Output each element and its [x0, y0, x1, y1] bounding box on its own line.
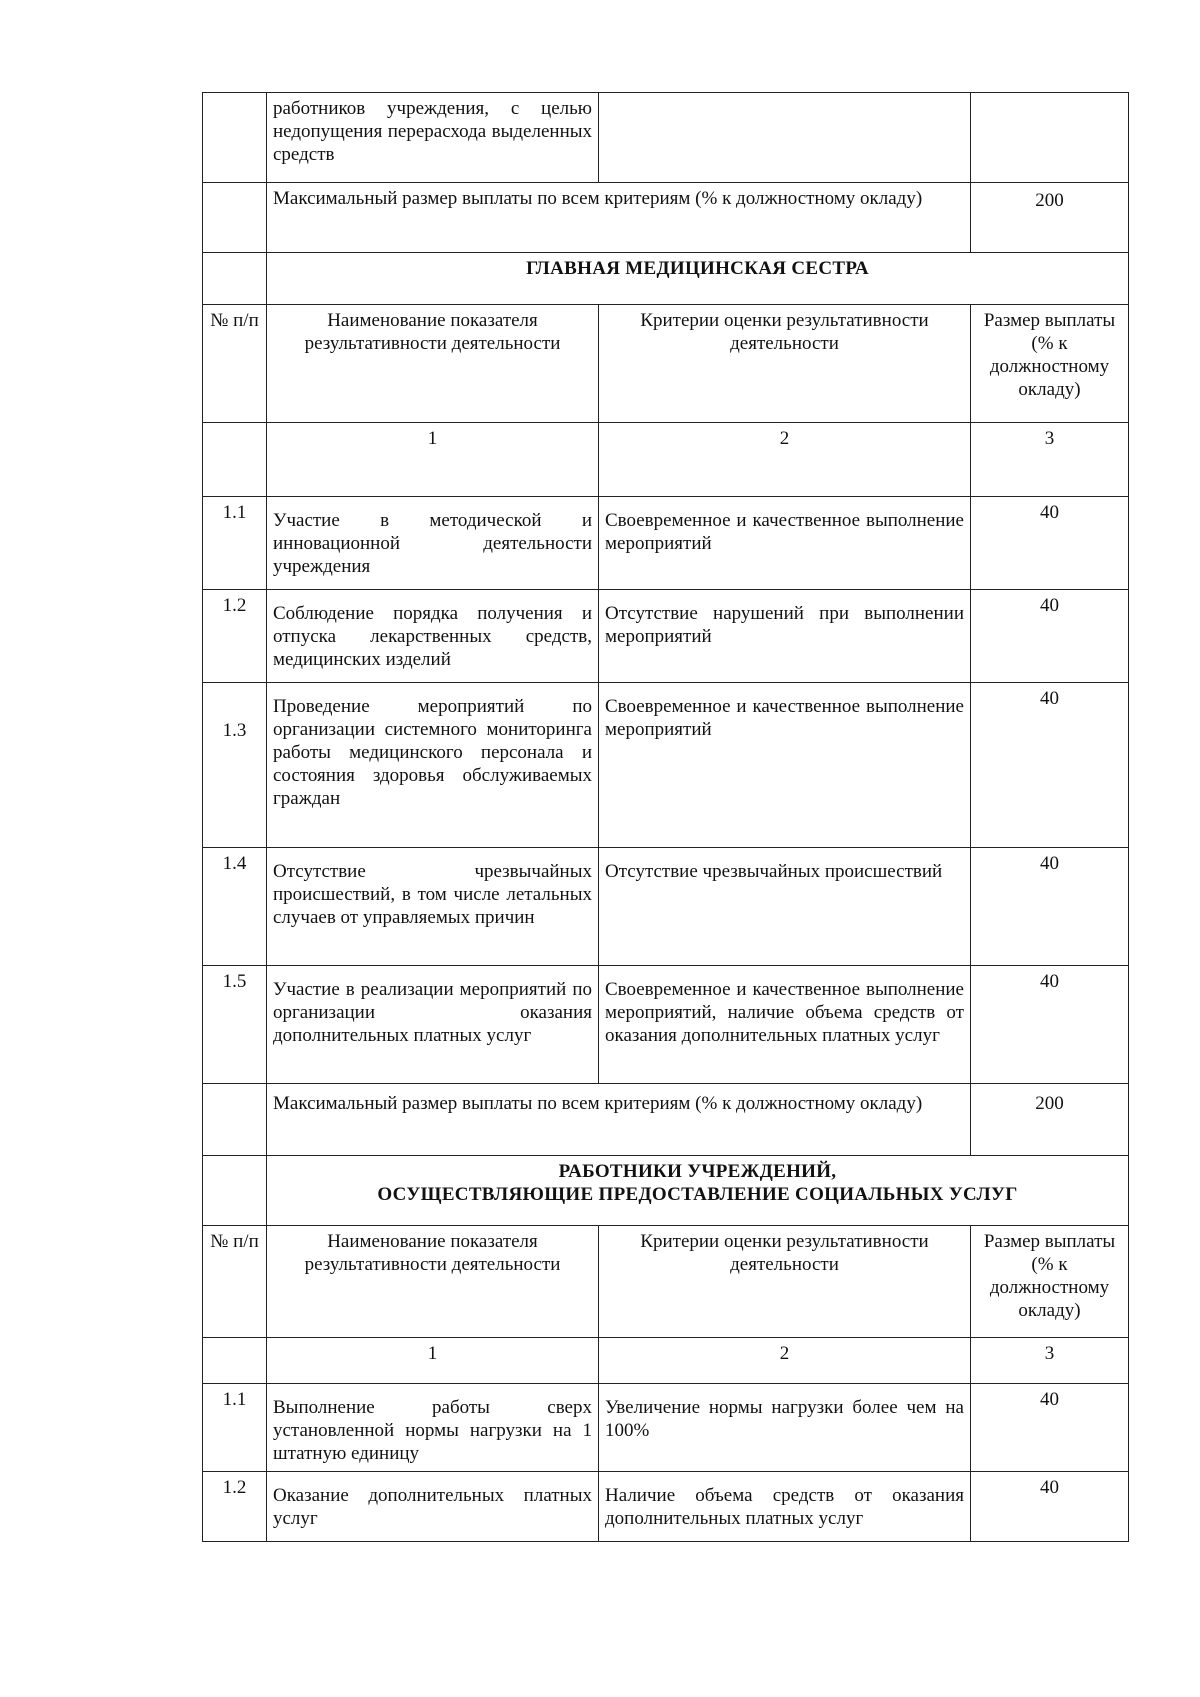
payment-value: 40 [971, 966, 1129, 1084]
table-row [203, 848, 1129, 966]
section-title-line: РАБОТНИКИ УЧРЕЖДЕНИЙ, [558, 1161, 837, 1182]
header-size: Размер выплаты (% к должностному окладу) [971, 305, 1129, 423]
payment-value: 40 [971, 590, 1129, 683]
table-row [203, 966, 1129, 1084]
row-number: 1.5 [203, 966, 267, 1084]
indicator-name: Участие в реализации мероприятий по организации оказания дополнительных платных услуг [267, 966, 599, 1084]
row-number-cell [203, 93, 267, 183]
table-row [203, 590, 1129, 683]
section-title-line: ОСУЩЕСТВЛЯЮЩИЕ ПРЕДОСТАВЛЕНИЕ СОЦИАЛЬНЫХ УСЛУГ [377, 1184, 1018, 1205]
row-number: 1.1 [203, 497, 267, 590]
row-number: 1.3 [203, 683, 267, 848]
header-row [203, 1226, 1129, 1338]
indicator-name: Участие в методической и инновационной деятельности учреждения [267, 497, 599, 590]
header-row [203, 305, 1129, 423]
row-number: 1.2 [203, 590, 267, 683]
criteria-text: Отсутствие нарушений при выполнении мероприятий [599, 590, 971, 683]
value-cell [971, 93, 1129, 183]
column-number-row [203, 1338, 1129, 1384]
table-row [203, 93, 1129, 183]
table-row [203, 1384, 1129, 1472]
criteria-cell [599, 93, 971, 183]
row-number: 1.4 [203, 848, 267, 966]
section-title-row [203, 1156, 1129, 1226]
row-number: 1.2 [203, 1472, 267, 1542]
indicator-name: Соблюдение порядка получения и отпуска лекарственных средств, медицинских изделий [267, 590, 599, 683]
max-payment-text: Максимальный размер выплаты по всем критериям (% к должностному окладу) [267, 1084, 971, 1156]
header-criteria: Критерии оценки результативности деятельности [599, 1226, 971, 1338]
max-payment-row [203, 183, 1129, 253]
indicator-name: Отсутствие чрезвычайных происшествий, в том числе летальных случаев от управляемых причин [267, 848, 599, 966]
payment-value: 40 [971, 1472, 1129, 1542]
criteria-table [202, 92, 1129, 1542]
criteria-text: Увеличение нормы нагрузки более чем на 100% [599, 1384, 971, 1472]
column-number-row [203, 423, 1129, 497]
criteria-text: Своевременное и качественное выполнение мероприятий, наличие объема средств от оказания дополнительных платных услуг [599, 966, 971, 1084]
header-num: № п/п [203, 1226, 267, 1338]
indicator-name: Выполнение работы сверх установленной нормы нагрузки на 1 штатную единицу [267, 1384, 599, 1472]
indicator-name: Оказание дополнительных платных услуг [267, 1472, 599, 1542]
payment-value: 40 [971, 683, 1129, 848]
column-number: 3 [971, 1338, 1129, 1384]
max-payment-value: 200 [971, 1084, 1129, 1156]
payment-value: 40 [971, 848, 1129, 966]
column-number: 1 [267, 1338, 599, 1384]
header-name: Наименование показателя результативности деятельности [267, 305, 599, 423]
payment-value: 40 [971, 1384, 1129, 1472]
header-size: Размер выплаты (% к должностному окладу) [971, 1226, 1129, 1338]
criteria-text: Наличие объема средств от оказания дополнительных платных услуг [599, 1472, 971, 1542]
criteria-text: Своевременное и качественное выполнение мероприятий [599, 497, 971, 590]
column-number: 2 [599, 1338, 971, 1384]
header-name: Наименование показателя результативности деятельности [267, 1226, 599, 1338]
header-criteria: Критерии оценки результативности деятельности [599, 305, 971, 423]
column-number: 1 [267, 423, 599, 497]
max-payment-row [203, 1084, 1129, 1156]
criteria-text: Отсутствие чрезвычайных происшествий [599, 848, 971, 966]
section-title [267, 1156, 1129, 1226]
header-num: № п/п [203, 305, 267, 423]
table-row [203, 683, 1129, 848]
indicator-name: Проведение мероприятий по организации системного мониторинга работы медицинского персонала и состояния здоровья обслуживаемых граждан [267, 683, 599, 848]
column-number: 3 [971, 423, 1129, 497]
table-row [203, 1472, 1129, 1542]
section-title-row [203, 253, 1129, 305]
indicator-name-cell: работников учреждения, с целью недопущения перерасхода выделенных средств [267, 93, 599, 183]
column-number: 2 [599, 423, 971, 497]
max-payment-text: Максимальный размер выплаты по всем критериям (% к должностному окладу) [267, 183, 971, 253]
criteria-text: Своевременное и качественное выполнение мероприятий [599, 683, 971, 848]
row-number: 1.1 [203, 1384, 267, 1472]
section-title: ГЛАВНАЯ МЕДИЦИНСКАЯ СЕСТРА [267, 253, 1129, 305]
max-payment-value: 200 [971, 183, 1129, 253]
table-row [203, 497, 1129, 590]
payment-value: 40 [971, 497, 1129, 590]
